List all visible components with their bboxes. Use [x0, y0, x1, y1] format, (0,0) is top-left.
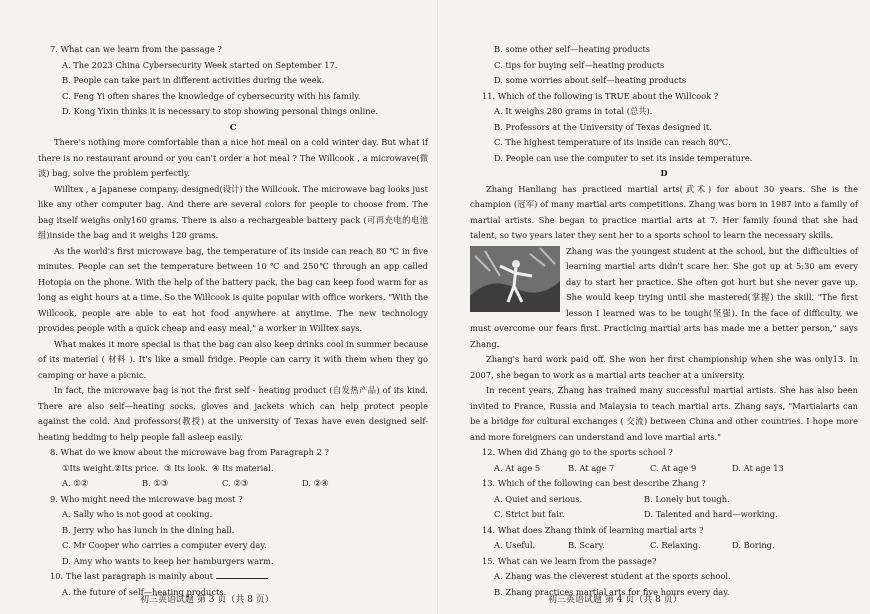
- question-9-option-d: D. Amy who wants to keep her hamburgers warm.: [62, 555, 274, 566]
- question-14-options: [470, 538, 858, 554]
- passage-c-paragraph-3: As the world's first microwave bag, the temperature of its inside can reach 80 ℃ in five minutes. People can set the temperature between 10 ℃ and 250℃ through an app called Hotopia on the phone. With the help of the battery pack, the bag can keep food warm for as long as eight hours at a time. So the Willcook is quite popular with office workers. "With the Willcook, people are able to eat hot food anywhere at anytime. The new technology provides people with a quick cheap and easy meal," a worker in Willtex says.: [38, 245, 428, 333]
- question-10-stem: [38, 569, 428, 585]
- question-11-option-a: A. It weighs 280 grams in total (总共).: [494, 106, 653, 116]
- page-footer-3: 初三英语试题 第 3 页（共 8 页）: [140, 594, 274, 605]
- question-15-option-b: B. Zhang practices martial arts for five hours every day.: [494, 586, 730, 597]
- question-12-option-c: C. At age 9: [650, 462, 697, 473]
- passage-c-paragraph-2: Willtex , a Japanese company, designed(设计) the Willcook. The microwave bag looks just like any other computer bag. And there are several colors for people to choose from. The bag itself weighs only160 grams. There is also a rechargeable battery pack (可再充电的电池组)inside the bag and it weighs 120 grams.: [38, 183, 428, 240]
- question-8-item-4: ④ Its material.: [212, 462, 274, 473]
- passage-d-paragraph-3: Zhang's hard work paid off. She won her first championship when she was only13. In 2007, she began to work as a martial arts teacher at a university.: [470, 354, 858, 380]
- question-10-option-c: C. tips for buying self—heating products: [494, 59, 665, 70]
- question-15-option-a: A. Zhang was the cleverest student at the sports school.: [494, 571, 731, 581]
- question-8-option-b: B. ①③: [142, 478, 169, 488]
- question-13-options-row-2: [470, 507, 858, 523]
- question-12-option-a: A. At age 5: [494, 462, 541, 473]
- passage-c-paragraph-4: What makes it more special is that the bag can also keep drinks cool in summer because of its material ( 材料 ). It's like a small fridge. People can carry it with them when they go camping or have a picnic.: [38, 338, 428, 380]
- section-c-heading: C: [229, 121, 237, 132]
- question-8-option-d: D. ②④: [302, 478, 329, 488]
- passage-d-paragraph-4: In recent years, Zhang has trained many successful martial artists. She has also been invited to France, Russia and Malaysia to teach martial arts. Zhang says, "Martialarts can be a bridge for cultural exchanges ( 交流) between China and other countries. I hope more and more foreigners can understand and love martial arts.": [470, 385, 858, 442]
- passage-c-paragraph-5: In fact, the microwave bag is not the first self - heating product (自发热产品) of its kind. There are also self—heating socks, gloves and jackets which can help protect people against the cold. And professors(教授) at the university of Texas have even designed self-heating bedding to help people fall asleep easily.: [38, 385, 428, 442]
- question-14-option-a: A. Useful.: [494, 540, 536, 550]
- question-13-stem: 13. Which of the following can best describe Zhang ?: [482, 478, 706, 488]
- question-8-options: [38, 476, 428, 492]
- question-12-option-d: D. At age 13: [732, 462, 784, 473]
- question-7-stem: 7. What can we learn from the passage ?: [50, 44, 222, 54]
- question-11-option-d: D. People can use the computer to set its inside temperature.: [494, 152, 753, 163]
- question-8-item-3: ③ Its look.: [164, 462, 208, 473]
- question-9-option-c: C. Mr Cooper who carries a computer every day.: [62, 540, 267, 550]
- section-d-heading: D: [660, 168, 668, 178]
- martial-artist-figure-icon: [470, 246, 560, 312]
- question-12-option-b: B. At age 7: [568, 462, 615, 473]
- question-8-stem: 8. What do we know about the microwave bag from Paragraph 2 ?: [50, 447, 329, 457]
- question-12-stem: 12. When did Zhang go to the sports school ?: [482, 447, 673, 457]
- question-8-item-1: ①Its weight.: [62, 462, 115, 473]
- question-14-option-b: B. Scary.: [568, 540, 605, 550]
- question-7-option-d: D. Kong Yixin thinks it is necessary to stop showing personal things online.: [62, 106, 379, 116]
- question-11-option-c: C. The highest temperature of its inside can reach 80℃.: [494, 137, 731, 147]
- question-7-option-c: C. Feng Yi often shares the knowledge of cybersecurity with his family.: [62, 90, 361, 101]
- question-12-options: [470, 461, 858, 477]
- question-13-option-c: C. Strict but fair.: [494, 509, 565, 519]
- passage-d-photo-block: [470, 244, 858, 353]
- question-13-option-a: A. Quiet and serious.: [494, 493, 583, 504]
- question-11-stem: 11. Which of the following is TRUE about the Willcook ?: [482, 90, 719, 101]
- question-10-option-a: A. the future of self—heating products: [62, 586, 224, 597]
- question-9-option-b: B. Jerry who has lunch in the dining hall.: [62, 524, 235, 535]
- question-8-option-a: A. ①②: [62, 478, 89, 488]
- answer-blank: [216, 569, 268, 579]
- question-7-option-b: B. People can take part in different activities during the week.: [62, 75, 325, 85]
- martial-arts-photo: [470, 246, 560, 312]
- question-10-option-b: B. some other self—heating products: [494, 44, 651, 54]
- question-8-item-2: ②Its price.: [114, 462, 160, 473]
- exam-page-4: [438, 0, 870, 614]
- passage-c-paragraph-1: There's nothing more comfortable than a nice hot meal on a cold winter day. But what if there is no restaurant around or you can't order a hot meal ? The Willcook , a microwave(微波) bag, solve the problem perfectly.: [38, 137, 428, 178]
- question-9-stem: 9. Who might need the microwave bag most ?: [50, 493, 243, 504]
- question-14-option-d: D. Boring.: [732, 540, 775, 550]
- passage-d-paragraph-2: Zhang was the youngest student at the school, but the difficulties of learning martial arts didn't scare her. She got up at 5:30 am every day to start her practice. She often got hurt but she never gave up. She would keep trying until she mastered(掌握) the skill. "The first lesson I learned was to be tough(坚强). In the face of difficulty, we must overcome our fears first. Practicing martial arts has made me a better person," says Zhang.: [470, 245, 858, 349]
- question-8-option-c: C. ②③: [222, 478, 249, 488]
- question-9-option-a: A. Sally who is not good at cooking.: [62, 509, 213, 519]
- question-7-option-a: A. The 2023 China Cybersecurity Week started on September 17.: [62, 59, 338, 70]
- question-14-option-c: C. Relaxing.: [650, 540, 701, 550]
- question-10-stem-text: 10. The last paragraph is mainly about: [50, 571, 214, 581]
- question-13-option-b: B. Lonely but tough.: [644, 493, 730, 504]
- question-15-stem: 15. What can we learn from the passage?: [482, 555, 657, 566]
- question-8-items: [38, 461, 428, 477]
- question-13-options-row-1: [470, 492, 858, 508]
- question-10-option-d: D. some worries about self—heating products: [494, 75, 687, 85]
- passage-d-paragraph-1: Zhang Hanliang has practiced martial arts(武术) for about 30 years. She is the champion (冠军) of many martial arts competitions. Zhang was born in 1987 into a family of martial artists. She began to practice martial arts at 7. Her family found that she had talent, so two years later they sent her to a sports school to learn the necessary skills.: [470, 183, 858, 240]
- question-11-option-b: B. Professors at the University of Texas designed it.: [494, 121, 712, 132]
- page-footer-4: 初三英语试题 第 4 页（共 8 页）: [548, 594, 682, 605]
- question-13-option-d: D. Talented and hard—working.: [644, 509, 778, 519]
- question-14-stem: 14. What does Zhang think of learning martial arts ?: [482, 524, 704, 535]
